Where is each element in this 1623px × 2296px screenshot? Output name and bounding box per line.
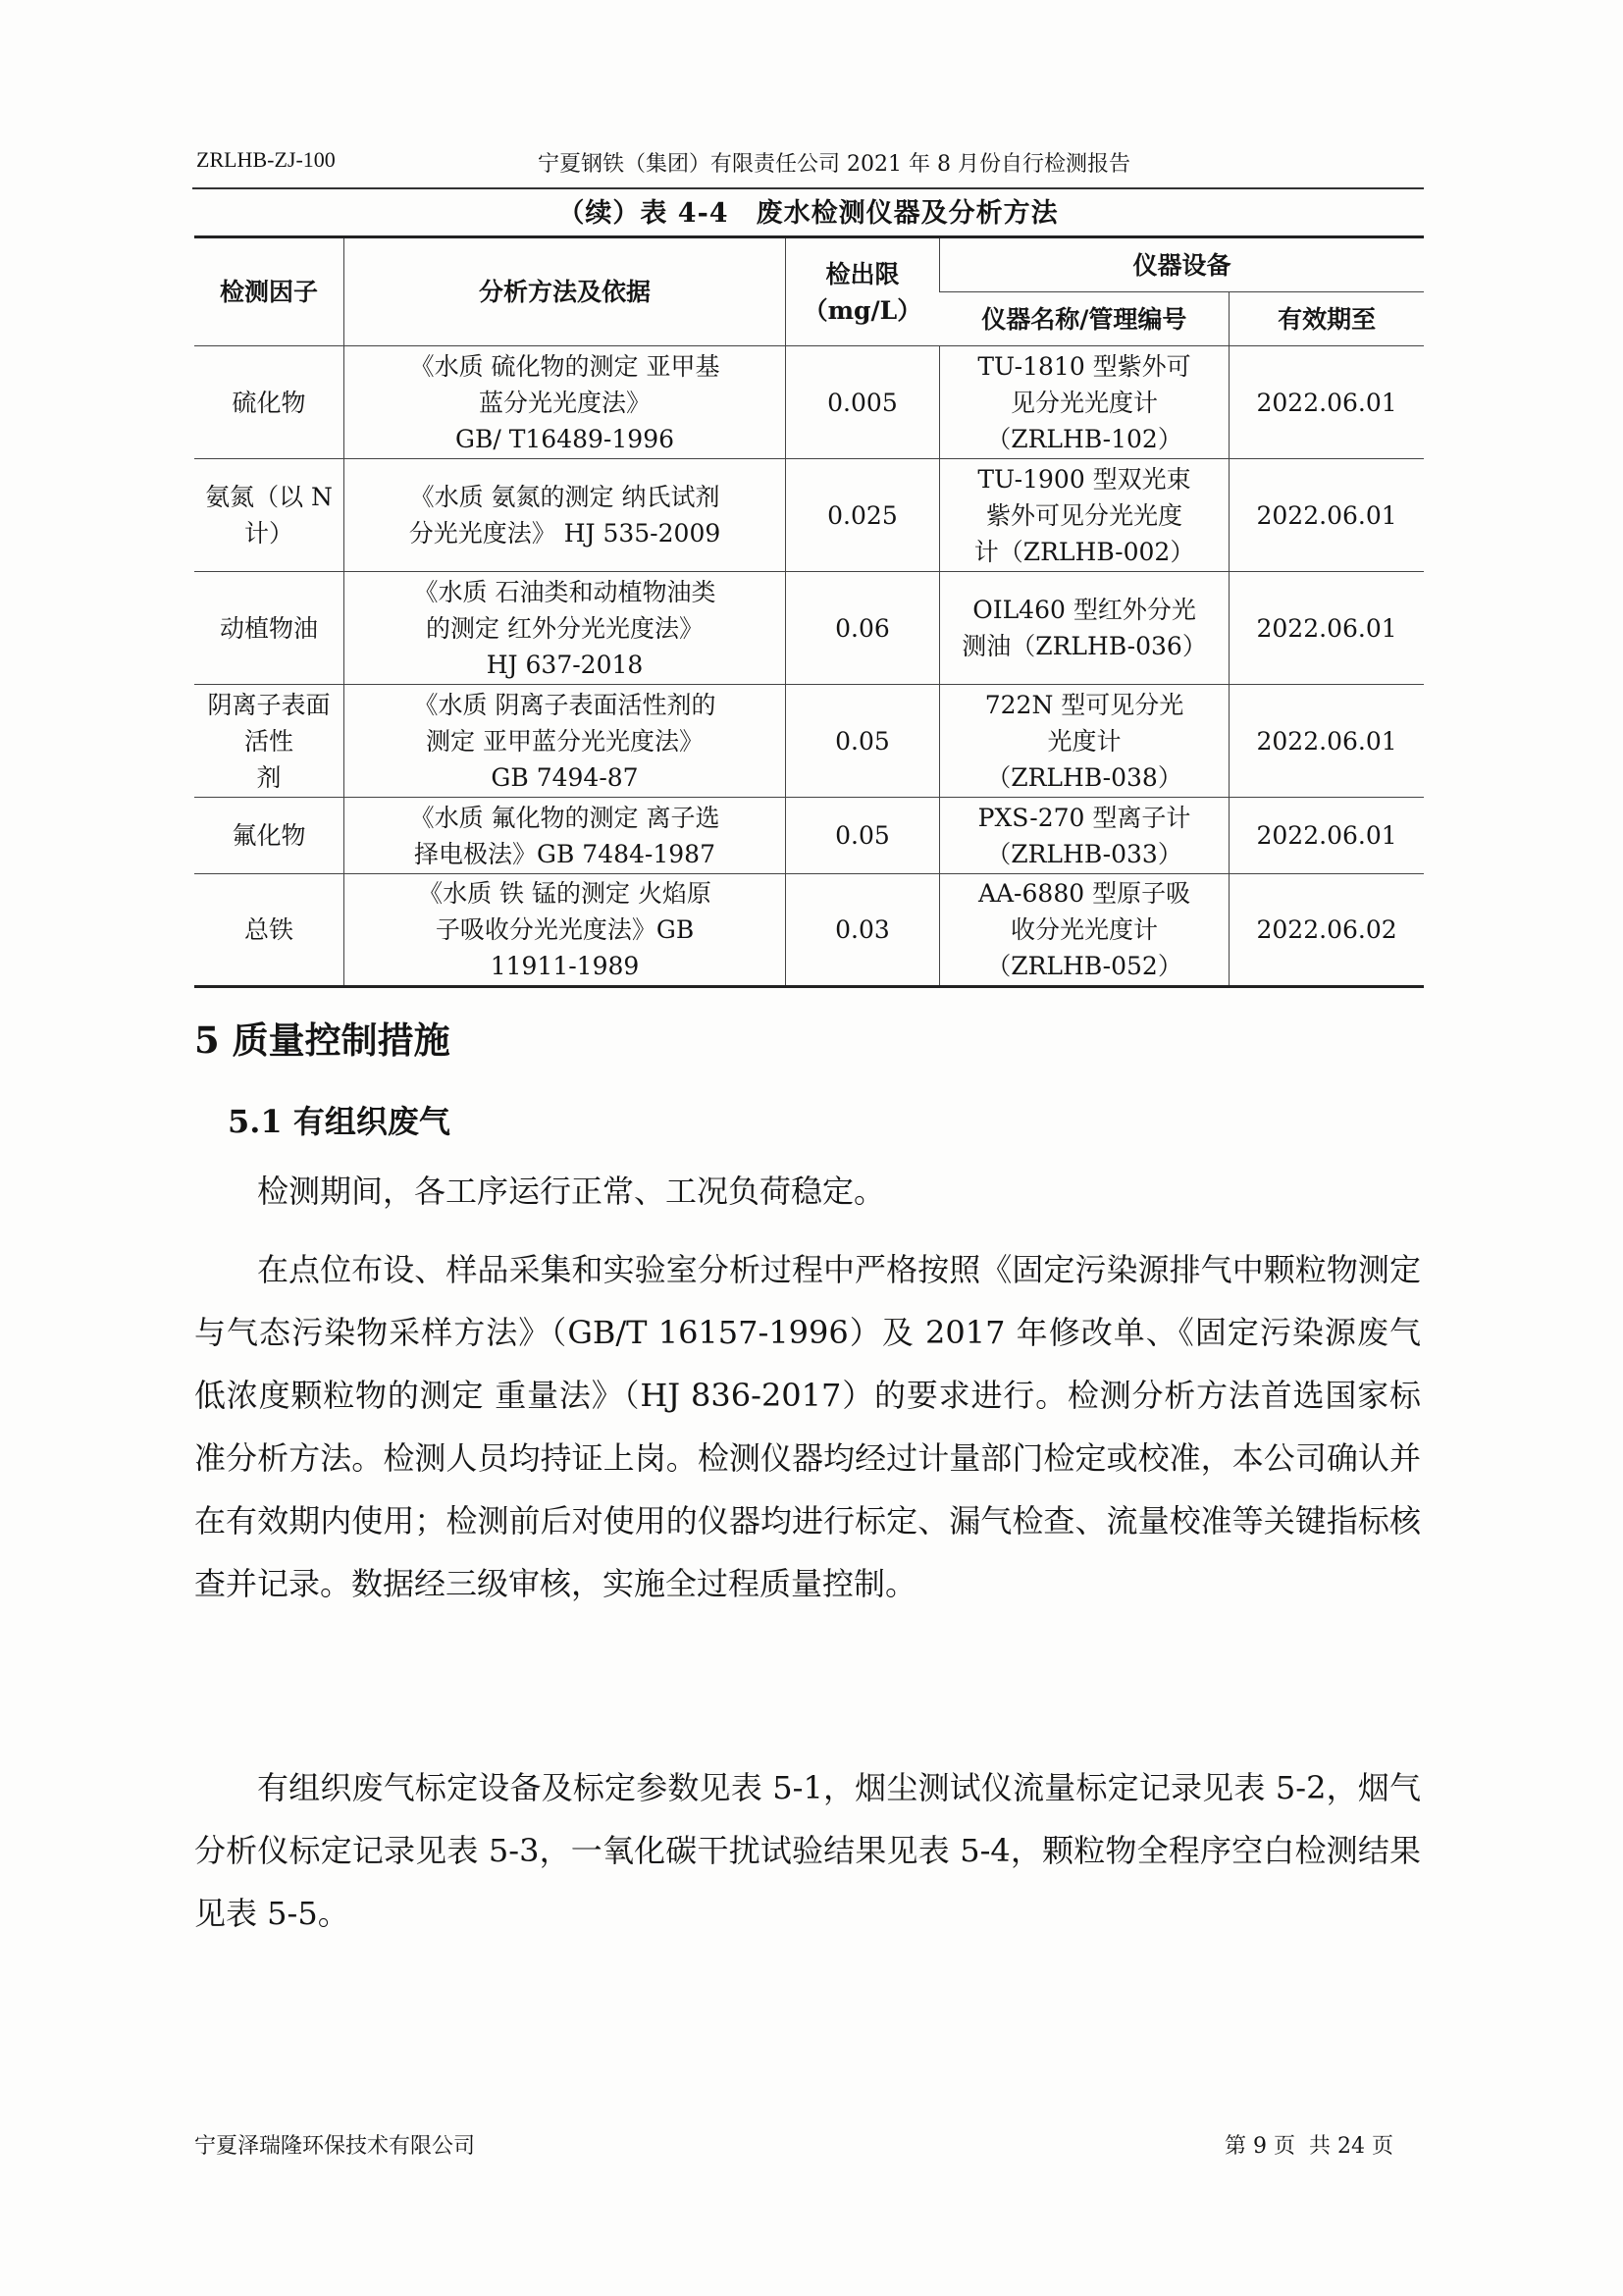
- header-limit: 检出限 （mg/L）: [786, 237, 940, 346]
- paragraph: 检测期间，各工序运行正常、工况负荷稳定。: [257, 1173, 886, 1210]
- cell-method: 《水质 石油类和动植物油类 的测定 红外分光光度法》 HJ 637-2018: [344, 572, 786, 685]
- cell-valid: 2022.06.01: [1230, 798, 1424, 874]
- header-factor: 检测因子: [194, 237, 344, 346]
- header-method: 分析方法及依据: [344, 237, 786, 346]
- cell-limit: 0.025: [786, 459, 940, 572]
- section-heading: 5 质量控制措施: [194, 1018, 450, 1062]
- footer-company: 宁夏泽瑞隆环保技术有限公司: [194, 2134, 476, 2159]
- cell-valid: 2022.06.01: [1230, 346, 1424, 459]
- cell-method: 《水质 铁 锰的测定 火焰原 子吸收分光光度法》GB 11911-1989: [344, 874, 786, 987]
- table-row: [194, 346, 1424, 459]
- cell-factor: 硫化物: [194, 346, 344, 459]
- cell-limit: 0.05: [786, 798, 940, 874]
- cell-valid: 2022.06.02: [1230, 874, 1424, 987]
- cell-limit: 0.03: [786, 874, 940, 987]
- cell-valid: 2022.06.01: [1230, 572, 1424, 685]
- cell-instrument: 722N 型可见分光 光度计 （ZRLHB-038）: [939, 685, 1229, 798]
- cell-factor: 阴离子表面活性 剂: [194, 685, 344, 798]
- footer-page-number: 第 9 页 共 24 页: [1225, 2134, 1393, 2159]
- cell-factor: 氟化物: [194, 798, 344, 874]
- table-row: [194, 874, 1424, 987]
- cell-limit: 0.005: [786, 346, 940, 459]
- header-rule: [192, 187, 1424, 189]
- table-row: [194, 459, 1424, 572]
- cell-factor: 氨氮（以 N 计）: [194, 459, 344, 572]
- report-code: ZRLHB-ZJ-100: [196, 147, 336, 172]
- report-title: 宁夏钢铁（集团）有限责任公司 2021 年 8 月份自行检测报告: [538, 152, 1130, 177]
- cell-instrument: PXS-270 型离子计 （ZRLHB-033）: [939, 798, 1229, 874]
- header-instrument: 仪器名称/管理编号: [939, 292, 1229, 346]
- table-caption: （续）表 4-4 废水检测仪器及分析方法: [557, 198, 1059, 229]
- table-row: [194, 572, 1424, 685]
- cell-method: 《水质 硫化物的测定 亚甲基 蓝分光光度法》 GB/ T16489-1996: [344, 346, 786, 459]
- table-row: [194, 798, 1424, 874]
- wastewater-methods-table: [194, 235, 1424, 988]
- cell-limit: 0.06: [786, 572, 940, 685]
- paragraph: 在点位布设、样品采集和实验室分析过程中严格按照《固定污染源排气中颗粒物测定与气态污染物采样方法》（GB/T 16157-1996）及 2017 年修改单、《固定污染源废气 低浓度颗粒物的测定 重量法》（HJ 836-2017）的要求进行。检测分析方法首选国家标准分析方法。检测人员均持证上岗。检测仪器均经过计量部门检定或校准，本公司确认并在有效期内使用；检测前后对使用的仪器均进行标定、漏气检查、流量校准等关键指标核查并记录。数据经三级审核，实施全过程质量控制。: [194, 1251, 1421, 1602]
- header-equipment: 仪器设备: [939, 237, 1424, 292]
- cell-method: 《水质 氟化物的测定 离子选 择电极法》GB 7484-1987: [344, 798, 786, 874]
- cell-limit: 0.05: [786, 685, 940, 798]
- cell-instrument: AA-6880 型原子吸 收分光光度计 （ZRLHB-052）: [939, 874, 1229, 987]
- cell-instrument: TU-1810 型紫外可 见分光光度计 （ZRLHB-102）: [939, 346, 1229, 459]
- paragraph: 有组织废气标定设备及标定参数见表 5-1，烟尘测试仪流量标定记录见表 5-2，烟气分析仪标定记录见表 5-3，一氧化碳干扰试验结果见表 5-4，颗粒物全程序空白检测结果见表 5-5。: [194, 1769, 1421, 1932]
- cell-valid: 2022.06.01: [1230, 459, 1424, 572]
- header-valid: 有效期至: [1230, 292, 1424, 346]
- cell-valid: 2022.06.01: [1230, 685, 1424, 798]
- table-row: [194, 685, 1424, 798]
- cell-method: 《水质 阴离子表面活性剂的 测定 亚甲蓝分光光度法》 GB 7494-87: [344, 685, 786, 798]
- cell-instrument: OIL460 型红外分光 测油（ZRLHB-036）: [939, 572, 1229, 685]
- subsection-heading: 5.1 有组织废气: [228, 1103, 450, 1140]
- cell-method: 《水质 氨氮的测定 纳氏试剂 分光光度法》 HJ 535-2009: [344, 459, 786, 572]
- cell-factor: 动植物油: [194, 572, 344, 685]
- cell-instrument: TU-1900 型双光束 紫外可见分光光度 计（ZRLHB-002）: [939, 459, 1229, 572]
- cell-factor: 总铁: [194, 874, 344, 987]
